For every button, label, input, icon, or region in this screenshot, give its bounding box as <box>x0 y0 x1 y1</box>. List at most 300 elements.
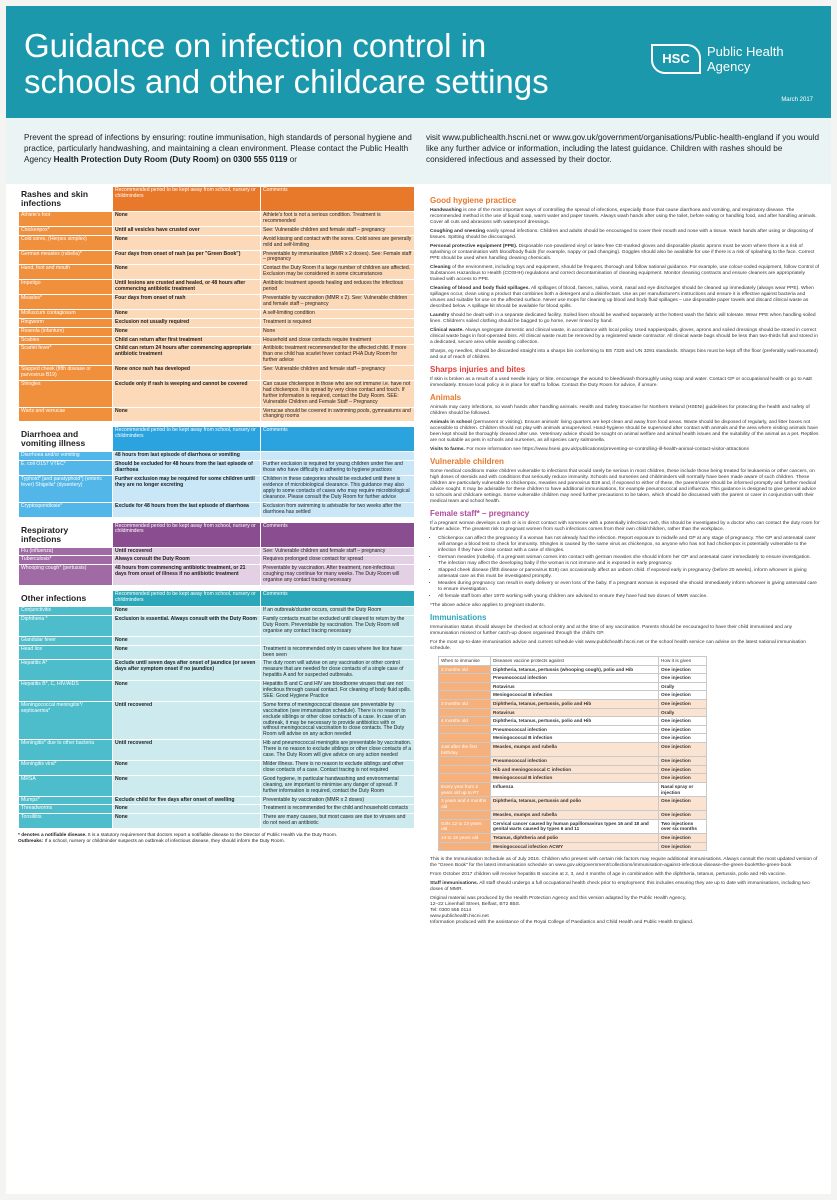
animals-school-bold: Animals in school <box>430 420 472 425</box>
table-header-row <box>19 187 415 212</box>
table-row <box>19 547 415 556</box>
pregnancy-bullet: • Slapped cheek disease (fifth disease or parvovirus B19) can occasionally affect an unborn child. If exposed early in pregnancy (before 20 weeks), inform whoever is giving antenatal care as this must be investigated promptly. <box>438 568 820 580</box>
infection-name: Athlete's foot <box>19 212 113 227</box>
staff-immunisations <box>430 881 820 893</box>
rash-table <box>18 186 415 422</box>
schedule-row <box>439 757 707 766</box>
exclusion-period: Exclude child for five days after onset of swelling <box>113 796 261 805</box>
hygiene-paragraph-bold: Coughing and sneezing <box>430 229 486 234</box>
october-note: From October 2017 children will receive hepatitis B vaccine at 2, 3, and 4 months of age in combination with the diphtheria, tetanus, pertussis, polio and Hib vaccine. <box>430 872 787 878</box>
schedule-age: 3 years and 4 months old <box>439 797 491 811</box>
farm-visits-bold: Visits to farms. <box>430 447 465 452</box>
table-row <box>19 212 415 227</box>
exclusion-period: Exclusion not usually required <box>113 318 261 327</box>
guidance-column <box>430 192 820 926</box>
infection-name: Slapped cheek (fifth disease or parvovirus B19) <box>19 366 113 381</box>
notifiable-bold: denotes a notifiable disease. <box>21 833 87 839</box>
hygiene-paragraph <box>430 349 820 361</box>
schedule-age: Girls 12 to 13 years old <box>439 819 491 833</box>
table-row <box>19 565 415 586</box>
comments: Athlete's foot is not a serious condition. Treatment is recommended <box>261 212 415 227</box>
comments: Family contacts must be excluded until cleared to return by the Duty Room. Preventable by vaccination. The Duty Room will organise any contact tracing necessary <box>261 615 415 636</box>
comments: Treatment is required <box>261 318 415 327</box>
staff-text: All staff should undergo a full occupational health check prior to employment; this includes ensuring they are up to date with immunisations, including two doses of MMR. <box>430 881 810 893</box>
schedule-age <box>439 682 491 691</box>
comments: Avoid kissing and contact with the sores. Cold sores are generally mild and self-limiting <box>261 235 415 250</box>
schedule-method: One injection <box>659 834 707 843</box>
comments: Hepatitis B and C and HIV are bloodborne viruses that are not infectious through casual contact. For cleaning of body fluid spills. SEE: Good Hygiene Practice <box>261 681 415 702</box>
schedule-method: One injection <box>659 699 707 708</box>
schedule-age <box>439 725 491 734</box>
table-header-row <box>19 427 415 452</box>
table-row <box>19 740 415 761</box>
group-title: Diarrhoea and vomiting illness <box>19 427 113 452</box>
notifiable-text: It is a statutory requirement that doctors report a notifiable disease to the Director of Public Health via the Duty Room. <box>87 833 338 839</box>
schedule-method: Orally <box>659 708 707 717</box>
exclusion-period: Further exclusion may be required for some children until they are no longer excreting <box>113 476 261 503</box>
exclusion-period: Exclude for 48 hours from the last episode of diarrhoea <box>113 502 261 517</box>
vulnerable-heading: Vulnerable children <box>430 457 504 466</box>
immunisations-text-2: For the most up-to-date immunisation advice and current schedule visit www.publichealth.hscni.net or the school health service can advise on the latest national immunisation schedule. <box>430 640 806 651</box>
hygiene-paragraph-text: easily spread infections. Children and adults should be encouraged to cover their mouth and nose with a tissue. Wash hands after using or disposing of tissues. Spitting should be discouraged. <box>430 229 814 240</box>
schedule-vaccine: Rotavirus <box>491 708 659 717</box>
hsc-logo-icon: HSC <box>651 44 701 74</box>
exclusion-period: Exclude only if rash is weeping and cannot be covered <box>113 380 261 407</box>
duty-room-phone: Health Protection Duty Room (Duty Room) on 0300 555 0119 <box>53 155 288 164</box>
comments: See: Vulnerable children and female staff – pregnancy <box>261 226 415 235</box>
exclusion-period: Child can return 24 hours after commencing appropriate antibiotic treatment <box>113 345 261 366</box>
table-row <box>19 380 415 407</box>
schedule-age: 4 months old <box>439 717 491 726</box>
pregnancy-bullet: • German measles (rubella). If a pregnant woman comes into contact with german measles she should inform her GP and antenatal carer immediately to ensure investigation. The infection may affect the developing baby if the woman is not immune and is exposed in early pregnancy. <box>438 555 820 567</box>
table-row <box>19 636 415 645</box>
schedule-method: Two injections over six months <box>659 819 707 833</box>
comments: Preventable by vaccination (MMR x 2). See: Vulnerable children and female staff – pregnancy <box>261 294 415 309</box>
animals-school <box>430 420 820 444</box>
infection-name: Conjunctivitis <box>19 607 113 616</box>
infection-name: Cold sores, (Herpes simplex) <box>19 235 113 250</box>
infection-name: German measles (rubella)* <box>19 250 113 265</box>
table-row <box>19 327 415 336</box>
table-row <box>19 476 415 503</box>
schedule-age <box>439 842 491 851</box>
intro-left-tail: or <box>289 155 298 164</box>
comments: Can cause chickenpox in those who are not immune i.e. have not had chickenpox. It is spread by very close contact and touch. If further information is required, contact the Duty Room. SEE: Vulnerable Children and Female Staff – Pregnancy <box>261 380 415 407</box>
schedule-row <box>439 717 707 726</box>
exclusion-period: None <box>113 607 261 616</box>
infection-name: Diarrhoea and/or vomiting <box>19 452 113 461</box>
table-row <box>19 502 415 517</box>
schedule-method: One injection <box>659 691 707 700</box>
schedule-method: One injection <box>659 842 707 851</box>
exclusion-period: None <box>113 681 261 702</box>
infection-name: Head lice <box>19 645 113 660</box>
schedule-age <box>439 765 491 774</box>
logo-text <box>707 44 784 74</box>
exclusion-period: None <box>113 775 261 796</box>
infection-name: Hand, foot and mouth <box>19 265 113 280</box>
exclusion-period: Four days from onset of rash (as per "Green Book") <box>113 250 261 265</box>
infection-name: Impetigo <box>19 280 113 295</box>
comments: Preventable by immunisation (MMR x 2 doses). See: Female staff – pregnancy <box>261 250 415 265</box>
infection-name: E. coli O157 VTEC* <box>19 461 113 476</box>
schedule-vaccine: Influenza <box>491 782 659 796</box>
farm-visits-text: For more information see https://www.hseni.gov.uk/publications/preventing-or-controlling-ill-health-animal-contact-visitor-attractions <box>466 447 749 452</box>
schedule-vaccine: Pneumococcal infection <box>491 725 659 734</box>
exclusion-period: None <box>113 407 261 422</box>
infection-name: Mumps* <box>19 796 113 805</box>
hygiene-paragraph-text: Sharps, eg needles, should be discarded straight into a sharps bin conforming to BS 7320 and UN 3291 standards. Sharps bins must be kept off the floor (preferably wall-mounted) and out of reach of children. <box>430 349 818 360</box>
exclusion-period: Exclude until seven days after onset of jaundice (or seven days after symptom onset if no jaundice) <box>113 660 261 681</box>
intro-left-text: Prevent the spread of infections by ensuring: routine immunisation, high standards of personal hygiene and practice, particularly handwashing, and maintaining a clean environment. Please contact the Public Health Agency <box>24 133 412 164</box>
table-row <box>19 761 415 776</box>
schedule-row <box>439 725 707 734</box>
schedule-vaccine: Diphtheria, tetanus, pertussis (whooping cough), polio and Hib <box>491 665 659 674</box>
schedule-age <box>439 774 491 783</box>
hygiene-paragraph-bold: Cleaning <box>430 265 451 270</box>
schedule-header: When to immunise <box>439 657 491 666</box>
table-row <box>19 796 415 805</box>
schedule-vaccine: Meningococcal infection ACWY <box>491 842 659 851</box>
hygiene-paragraph-bold: Clinical waste. <box>430 328 464 333</box>
comments: Contact the Duty Room if a large number of children are affected. Exclusion may be considered in some circumstances <box>261 265 415 280</box>
logo-line-1: Public Health <box>707 44 784 59</box>
comments: Hib and pneumococcal meningitis are preventable by vaccination. There is no reason to exclude siblings or other close contacts of a case. The Duty Room will give advice on any action needed <box>261 740 415 761</box>
group-title: Respiratory infections <box>19 522 113 547</box>
schedule-age <box>439 734 491 743</box>
pregnancy-heading: Female staff* – pregnancy <box>430 509 530 518</box>
infection-name: Cryptosporidiosis* <box>19 502 113 517</box>
comments: A self-limiting condition <box>261 309 415 318</box>
exclusion-period: 48 hours from commencing antibiotic treatment, or 21 days from onset of illness if no antibiotic treatment <box>113 565 261 586</box>
schedule-age: Just after the first birthday <box>439 742 491 756</box>
infection-name: Meningococcal meningitis*/ septicaemia* <box>19 701 113 739</box>
exclusion-period: Until all vesicles have crusted over <box>113 226 261 235</box>
exclusion-period: None <box>113 814 261 829</box>
period-header: Recommended period to be kept away from school, nursery or childminders <box>113 522 261 547</box>
schedule-method: One injection <box>659 811 707 820</box>
schedule-row <box>439 691 707 700</box>
schedule-header: How it is given <box>659 657 707 666</box>
schedule-note: This is the Immunisation Schedule as of July 2016. Children who present with certain risk factors may require additional immunisations. Always consult the most updated version of the "Green Book" for the latest immunisation schedule on www.gov.uk/government/collections/immunisation-against-infectious-disease-the-green-book#the-green-book <box>430 857 818 869</box>
comments: See: Vulnerable children and female staff – pregnancy <box>261 547 415 556</box>
infection-name: Scabies <box>19 336 113 345</box>
pregnancy-text: If a pregnant woman develops a rash or is in direct contact with someone with a potentially infectious rash, this should be investigated by a doctor who can contact the duty room for further advice. The greatest risk to pregnant women from such infections comes from their own child/children, rather than the workplace. <box>430 521 820 532</box>
schedule-age: 14 to 18 years old <box>439 834 491 843</box>
schedule-age <box>439 708 491 717</box>
schedule-method: One injection <box>659 665 707 674</box>
infection-name: Hepatitis B*, C, HIV/AIDS <box>19 681 113 702</box>
schedule-vaccine: Diphtheria, tetanus, pertussis, polio and Hib <box>491 699 659 708</box>
credit-line: Original material was produced by the Health Protection Agency and this version adapted by the Public Health Agency, <box>430 896 687 902</box>
staff-bold: Staff immunisations. <box>430 881 479 887</box>
schedule-age <box>439 757 491 766</box>
schedule-row <box>439 665 707 674</box>
comments: Milder illness. There is no reason to exclude siblings and other close contacts of a case. Contact tracing is not required <box>261 761 415 776</box>
exclusion-period: Until lesions are crusted and healed, or 48 hours after commencing antibiotic treatment <box>113 280 261 295</box>
table-row <box>19 775 415 796</box>
intro-left <box>24 132 419 165</box>
schedule-age <box>439 811 491 820</box>
exclusion-period: Until recovered <box>113 740 261 761</box>
pregnancy-note: *The above advice also applies to pregnant students. <box>430 603 546 608</box>
infection-name: Hepatitis A* <box>19 660 113 681</box>
infection-name: Threadworms <box>19 805 113 814</box>
infection-name: Scarlet fever* <box>19 345 113 366</box>
comments-header: Comments <box>261 591 415 607</box>
table-row <box>19 681 415 702</box>
infection-name: Shingles <box>19 380 113 407</box>
schedule-row <box>439 699 707 708</box>
infection-name: Ringworm <box>19 318 113 327</box>
intro-right: visit www.publichealth.hscni.net or www.gov.uk/government/organisations/Public-health-england if you would like any further advice or information, including the latest guidance. Children with rashes should be considered infectious and assessed by their doctor. <box>426 133 820 164</box>
outbreaks-text: If a school, nursery or childminder suspects an outbreak of infectious disease, they should inform the Duty Room. <box>44 839 285 845</box>
schedule-method: One injection <box>659 734 707 743</box>
schedule-method: One injection <box>659 765 707 774</box>
schedule-method: One injection <box>659 742 707 756</box>
immunisations-heading: Immunisations <box>430 613 487 622</box>
schedule-age: Every year from 2 years old up to P7 <box>439 782 491 796</box>
hygiene-paragraph-text: Always segregate domestic and clinical waste, in accordance with local policy. Used nappies/pads, gloves, aprons and soiled dressings should be stored in correct clinical waste bags in foot-operated bins. All clinical waste must be removed by a registered waste contractor. All clinical waste bags should be less than two-thirds full and stored in a dedicated, secure area while awaiting collection. <box>430 328 818 345</box>
comments: Further exclusion is required for young children under five and those who have difficulty in adhering to hygiene practices <box>261 461 415 476</box>
period-header: Recommended period to be kept away from school, nursery or childminders <box>113 591 261 607</box>
comments: Preventable by vaccination (MMR x 2 doses) <box>261 796 415 805</box>
table-row <box>19 294 415 309</box>
table-row <box>19 615 415 636</box>
schedule-vaccine: Measles, mumps and rubella <box>491 811 659 820</box>
comments: Good hygiene, in particular handwashing and environmental cleaning, are important to minimise any danger of spread. If further information is required, contact the Duty Room <box>261 775 415 796</box>
infection-name: Tuberculosis* <box>19 556 113 565</box>
page-title: Guidance on infection control in schools and other childcare settings <box>24 27 549 100</box>
infection-name: Typhoid* [and paratyphoid*] (enteric fever) Shigella* (dysentery) <box>19 476 113 503</box>
good-hygiene-paragraphs <box>430 208 820 361</box>
comments: See: Vulnerable children and female staff – pregnancy <box>261 366 415 381</box>
infection-name: Flu (influenza) <box>19 547 113 556</box>
schedule-vaccine: Pneumococcal infection <box>491 674 659 683</box>
exclusion-period: Always consult the Duty Room <box>113 556 261 565</box>
schedule-row <box>439 834 707 843</box>
infection-name: Meningitis viral* <box>19 761 113 776</box>
comments: Verrucae should be covered in swimming pools, gymnasiums and changing rooms <box>261 407 415 422</box>
schedule-method: One injection <box>659 757 707 766</box>
hygiene-paragraph-text: should be dealt with in a separate dedicated facility. Soiled linen should be washed separately at the hottest wash the fabric will tolerate. Wear PPE when handling soiled linen. Children's soiled clothing should be bagged to go home, never rinsed by hand. <box>430 313 816 324</box>
table-row <box>19 814 415 829</box>
immunisation-schedule-table <box>438 656 707 851</box>
schedule-row <box>439 734 707 743</box>
schedule-row <box>439 708 707 717</box>
schedule-row <box>439 774 707 783</box>
table-row <box>19 366 415 381</box>
hygiene-paragraph-bold: Personal protective equipment (PPE). <box>430 244 518 249</box>
other-infections-table <box>18 590 415 829</box>
exclusion-period: None <box>113 645 261 660</box>
group-title: Rashes and skin infections <box>19 187 113 212</box>
table-row <box>19 309 415 318</box>
exclusion-period: None <box>113 212 261 227</box>
exclusion-period: Child can return after first treatment <box>113 336 261 345</box>
comments: Exclusion from swimming is advisable for two weeks after the diarrhoea has settled <box>261 502 415 517</box>
comments: If an outbreak/cluster occurs, consult the Duty Room <box>261 607 415 616</box>
exclusion-period: None <box>113 327 261 336</box>
table-row <box>19 660 415 681</box>
exclusion-period: None <box>113 761 261 776</box>
table-row <box>19 336 415 345</box>
hygiene-paragraph-bold: Cleaning of blood and body fluid spillages. <box>430 286 530 291</box>
hygiene-paragraph-text: Disposable non-powdered vinyl or latex-free CE-marked gloves and disposable plastic aprons must be worn where there is a risk of splashing or contamination with blood/body fluids (for example, nappy or pad changing). Goggles should also be available for use if there is a risk of splashing to the face. Correct PPE should be used when handling cleaning chemicals. <box>430 244 815 261</box>
infection-name: Meningitis* due to other bacteria <box>19 740 113 761</box>
hygiene-paragraph <box>430 208 820 226</box>
poster <box>6 6 831 1194</box>
infection-name: Roseola (infantum) <box>19 327 113 336</box>
comments: Some forms of meningococcal disease are preventable by vaccination (see immunisation schedule). There is no reason to exclude siblings or other close contacts of a case. In case of an outbreak, it may be necessary to provide antibiotics with or without meningococcal vaccination to close contacts. The Duty Room will advise on any action needed <box>261 701 415 739</box>
hygiene-paragraph <box>430 286 820 310</box>
schedule-row <box>439 797 707 811</box>
comments <box>261 452 415 461</box>
schedule-method: One injection <box>659 717 707 726</box>
comments: Household and close contacts require treatment <box>261 336 415 345</box>
schedule-row <box>439 811 707 820</box>
schedule-age <box>439 691 491 700</box>
exclusion-period: Should be excluded for 48 hours from the last episode of diarrhoea <box>113 461 261 476</box>
good-hygiene-heading: Good hygiene practice <box>430 196 517 205</box>
hygiene-paragraph-text: All spillages of blood, faeces, saliva, vomit, nasal and eye discharges should be cleaned up immediately (always wear PPE). When spillages occur, clean using a product that combines both a detergent and a disinfectant. Use as per manufacturer's instructions and ensure it is effective against bacteria and viruses and suitable for use on the affected surface. Never use mops for cleaning up blood and body fluid spillages – use disposable paper towels and discard clinical waste as described below. A spillage kit should be available for blood spills. <box>430 286 814 309</box>
exclusion-period: Until recovered <box>113 701 261 739</box>
sharps-heading: Sharps injuries and bites <box>430 365 526 374</box>
pregnancy-list <box>430 536 820 600</box>
table-row <box>19 805 415 814</box>
hygiene-paragraph <box>430 313 820 325</box>
schedule-header: Diseases vaccine protects against <box>491 657 659 666</box>
comments-header: Comments <box>261 522 415 547</box>
schedule-method: One injection <box>659 725 707 734</box>
table-row <box>19 280 415 295</box>
exclusion-period: None <box>113 636 261 645</box>
schedule-vaccine: Rotavirus <box>491 682 659 691</box>
infection-name: Whooping cough* (pertussis) <box>19 565 113 586</box>
schedule-vaccine: Diphtheria, tetanus, pertussis and polio <box>491 797 659 811</box>
schedule-age <box>439 674 491 683</box>
comments: There are many causes, but most cases are due to viruses and do not need an antibiotic <box>261 814 415 829</box>
hygiene-paragraph-bold: Handwashing <box>430 208 462 213</box>
schedule-row <box>439 782 707 796</box>
hygiene-paragraph <box>430 265 820 283</box>
table-row <box>19 235 415 250</box>
table-row <box>19 226 415 235</box>
comments <box>261 636 415 645</box>
hygiene-paragraph-text: of the environment, including toys and equipment, should be frequent, thorough and follow national guidance. For example, use colour-coded equipment, follow Control of Substances Hazardous to Health (COSHH) regulations and correct decontamination of cleaning equipment. Monitor cleaning contracts and ensure cleaners are appropriately trained with access to PPE. <box>430 265 820 282</box>
table-row <box>19 452 415 461</box>
asterisk: * <box>18 833 20 839</box>
schedule-row <box>439 842 707 851</box>
table-header-row <box>19 522 415 547</box>
table-row <box>19 250 415 265</box>
schedule-vaccine: Meningococcal B infection <box>491 691 659 700</box>
infection-name: Glandular fever <box>19 636 113 645</box>
immunisations-text: Immunisation status should always be checked at school entry and at the time of any vaccination. Parents should be encouraged to have their child immunised and any immunisation missed or further catch-up doses organised through the child's GP. <box>430 625 793 636</box>
infection-name: Molluscum contagiosum <box>19 309 113 318</box>
schedule-method: One injection <box>659 674 707 683</box>
schedule-vaccine: Hib and meningococcal C infection <box>491 765 659 774</box>
comments: Children in these categories should be excluded until there is evidence of microbiological clearance. This guidance may also apply to some contacts of cases who may require microbiological clearance. Please consult the Duty Room for further advice <box>261 476 415 503</box>
credit-line: www.publichealth.hscni.net <box>430 914 489 920</box>
schedule-vaccine: Measles, mumps and rubella <box>491 742 659 756</box>
diarrhoea-table <box>18 426 415 517</box>
farm-visits <box>430 447 820 453</box>
table-row <box>19 407 415 422</box>
schedule-method: Orally <box>659 682 707 691</box>
sharps-text: If skin is broken as a result of a used needle injury or bite, encourage the wound to bleed/wash thoroughly using soap and water. Contact GP or occupational health or go to A&E immediately. Ensure local policy is in place for staff to follow. Contact the Duty Room for advice, if unsure. <box>430 377 813 388</box>
exclusion-period: None once rash has developed <box>113 366 261 381</box>
exclusion-period: Until recovered <box>113 547 261 556</box>
logo-line-2: Agency <box>707 59 751 74</box>
table-header-row <box>19 591 415 607</box>
vulnerable-text: Some medical conditions make children vulnerable to infections that would rarely be serious in most children, these include those being treated for leukaemia or other cancers, on high doses of steroids and with conditions that seriously reduce immunity. Schools and nurseries and childminders will normally have been made aware of such children. These children are particularly vulnerable to chickenpox, measles and parvovirus B19 and, if exposed to either of these, the parent/carer should be informed promptly and further medical advice sought. It may be advisable for these children to have additional immunisations, for example pneumococcal and influenza. This guidance is designed to give general advice to schools and childcare settings. Some vulnerable children may need further precautions to be taken, which should be discussed with the parent or carer in conjunction with their medical team and school health. <box>430 469 817 504</box>
schedule-age: 3 months old <box>439 699 491 708</box>
pregnancy-bullet: • Measles during pregnancy can result in early delivery or even loss of the baby. If a pregnant woman is exposed she should immediately inform whoever is giving antenatal care to ensure investigation. <box>438 581 820 593</box>
infection-name: Tonsillitis <box>19 814 113 829</box>
infection-name: Diphtheria * <box>19 615 113 636</box>
schedule-vaccine: Cervical cancer caused by human papillomavirus types 16 and 18 and genital warts caused by types 6 and 11 <box>491 819 659 833</box>
comments: Treatment is recommended for the child and household contacts <box>261 805 415 814</box>
schedule-vaccine: Pneumococcal infection <box>491 757 659 766</box>
infection-tables <box>18 186 414 845</box>
comments-header: Comments <box>261 427 415 452</box>
animals-heading: Animals <box>430 393 462 402</box>
credits <box>430 896 820 926</box>
comments-header: Comments <box>261 187 415 212</box>
period-header: Recommended period to be kept away from school, nursery or childminders <box>113 427 261 452</box>
animals-text: Animals may carry infections, so wash hands after handling animals. Health and Safety Executive for Northern Ireland (HSENI) guidelines for protecting the health and safety of children should be followed. <box>430 405 810 416</box>
schedule-vaccine: Diphtheria, tetanus, pertussis, polio and Hib <box>491 717 659 726</box>
exclusion-period: Four days from onset of rash <box>113 294 261 309</box>
schedule-row <box>439 819 707 833</box>
hygiene-paragraph <box>430 244 820 262</box>
hygiene-paragraph <box>430 328 820 346</box>
comments: Antibiotic treatment recommended for the affected child. If more than one child has scarlet fever contact PHA Duty Room for further advice <box>261 345 415 366</box>
exclusion-period: None <box>113 265 261 280</box>
exclusion-period: None <box>113 805 261 814</box>
footnotes <box>18 833 414 845</box>
hygiene-paragraph-bold: Laundry <box>430 313 450 318</box>
exclusion-period: 48 hours from last episode of diarrhoea or vomiting <box>113 452 261 461</box>
outbreaks-bold: Outbreaks: <box>18 839 44 845</box>
infection-name: Warts and verrucae <box>19 407 113 422</box>
exclusion-period: Exclusion is essential. Always consult with the Duty Room <box>113 615 261 636</box>
table-row <box>19 701 415 739</box>
table-row <box>19 645 415 660</box>
table-row <box>19 461 415 476</box>
schedule-method: One injection <box>659 797 707 811</box>
schedule-vaccine: Meningococcal B infection <box>491 734 659 743</box>
comments: Requires prolonged close contact for spread <box>261 556 415 565</box>
hygiene-paragraph <box>430 229 820 241</box>
exclusion-period: None <box>113 309 261 318</box>
pregnancy-bullet: • All female staff born after 1970 working with young children are advised to ensure they have had two doses of MMR vaccine. <box>438 594 820 600</box>
comments: Treatment is recommended only in cases where live lice have been seen <box>261 645 415 660</box>
comments: Antibiotic treatment speeds healing and reduces the infectious period <box>261 280 415 295</box>
table-row <box>19 345 415 366</box>
infection-name: Measles* <box>19 294 113 309</box>
schedule-age: 2 months old <box>439 665 491 674</box>
table-row <box>19 556 415 565</box>
schedule-row <box>439 674 707 683</box>
comments: The duty room will advise on any vaccination or other control measure that are needed for close contacts of a single case of hepatitis A and for suspected outbreaks. <box>261 660 415 681</box>
schedule-vaccine: Tetanus, diphtheria and polio <box>491 834 659 843</box>
schedule-row <box>439 682 707 691</box>
schedule-row <box>439 765 707 774</box>
period-header: Recommended period to be kept away from school, nursery or childminders <box>113 187 261 212</box>
schedule-method: One injection <box>659 774 707 783</box>
